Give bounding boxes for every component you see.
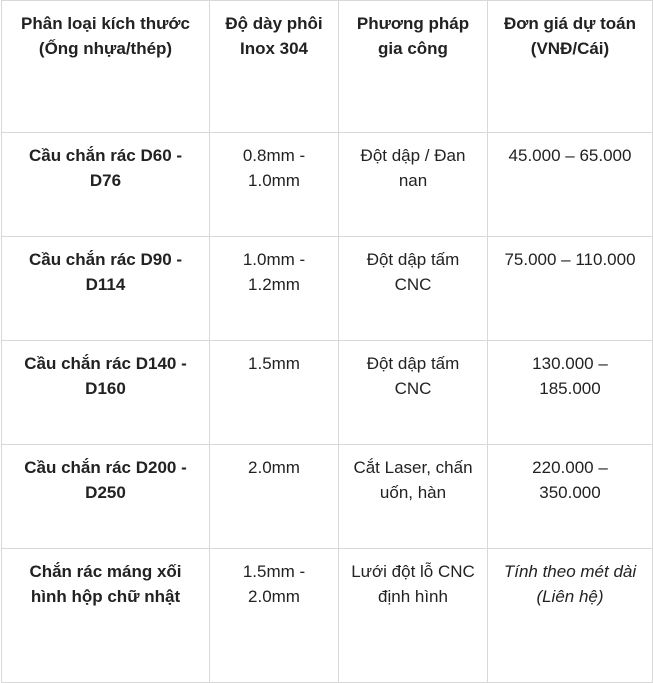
header-size-category: Phân loại kích thước (Ống nhựa/thép): [2, 1, 210, 133]
cell-size-category: Cầu chắn rác D90 - D114: [2, 237, 210, 341]
header-processing-method: Phương pháp gia công: [339, 1, 488, 133]
price-table: [1, 0, 653, 683]
cell-processing-method: Đột dập tấm CNC: [339, 237, 488, 341]
cell-thickness: 1.5mm: [210, 341, 339, 445]
table-header-row: [2, 1, 653, 133]
header-unit-price: Đơn giá dự toán (VNĐ/Cái): [488, 1, 653, 133]
cell-processing-method: Lưới đột lỗ CNC định hình: [339, 549, 488, 683]
cell-thickness: 1.0mm - 1.2mm: [210, 237, 339, 341]
cell-size-category: Chắn rác máng xối hình hộp chữ nhật: [2, 549, 210, 683]
cell-unit-price: Tính theo mét dài (Liên hệ): [488, 549, 653, 683]
cell-unit-price: 75.000 – 110.000: [488, 237, 653, 341]
cell-size-category: Cầu chắn rác D200 - D250: [2, 445, 210, 549]
table-row: [2, 549, 653, 683]
cell-size-category: Cầu chắn rác D140 - D160: [2, 341, 210, 445]
cell-size-category: Cầu chắn rác D60 - D76: [2, 133, 210, 237]
cell-thickness: 1.5mm - 2.0mm: [210, 549, 339, 683]
cell-processing-method: Đột dập / Đan nan: [339, 133, 488, 237]
cell-thickness: 0.8mm - 1.0mm: [210, 133, 339, 237]
cell-thickness: 2.0mm: [210, 445, 339, 549]
header-thickness: Độ dày phôi Inox 304: [210, 1, 339, 133]
table-row: [2, 237, 653, 341]
cell-unit-price: 130.000 – 185.000: [488, 341, 653, 445]
cell-processing-method: Cắt Laser, chấn uốn, hàn: [339, 445, 488, 549]
cell-unit-price: 45.000 – 65.000: [488, 133, 653, 237]
table-row: [2, 445, 653, 549]
table-row: [2, 133, 653, 237]
table-row: [2, 341, 653, 445]
cell-unit-price: 220.000 – 350.000: [488, 445, 653, 549]
cell-processing-method: Đột dập tấm CNC: [339, 341, 488, 445]
